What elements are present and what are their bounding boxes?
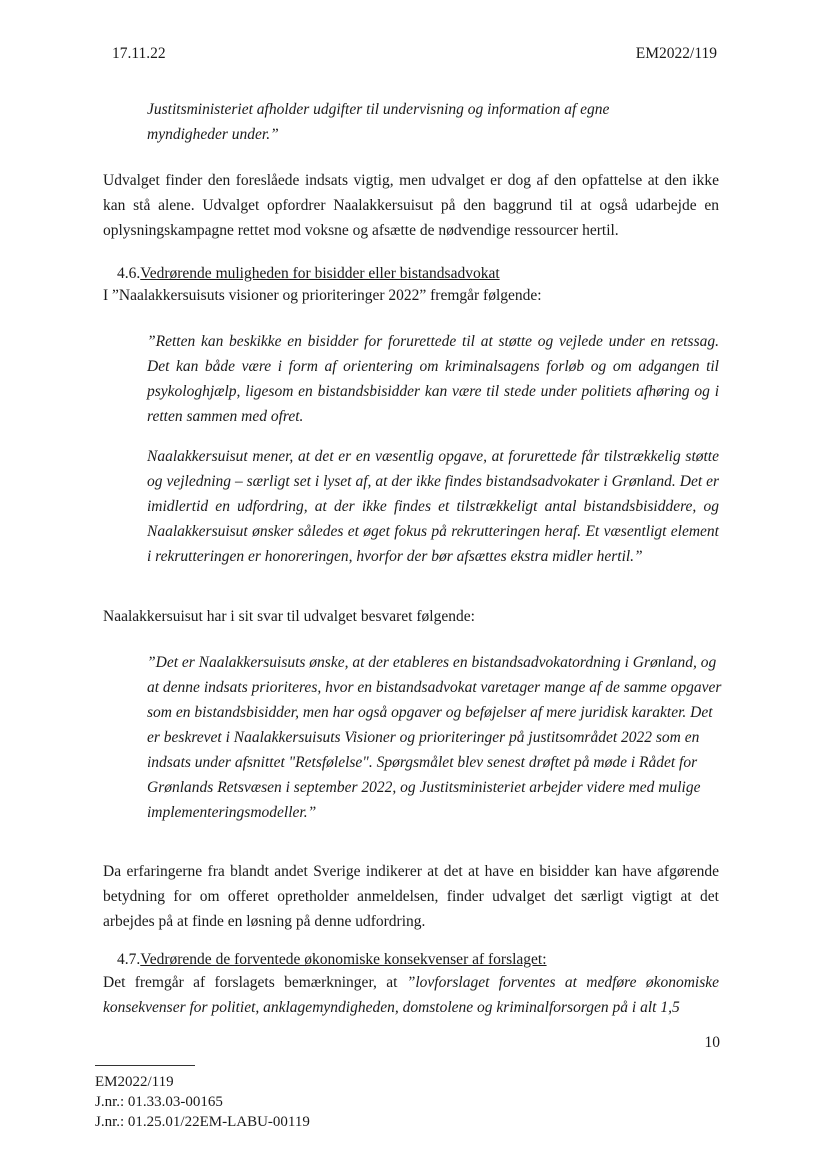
quote-retten-kan: ”Retten kan beskikke en bisidder for forurettede til at støtte og vejlede under en retssag. Det kan både være i form af orientering om kriminalsagens forløb og om adgangen til psykologhjælp, ligesom en bistandsbisidder kan være til stede under politiets afhøring og i retten sammen med ofret.: [147, 333, 719, 425]
paragraph-svar-intro: Naalakkersuisut har i sit svar til udvalget besvaret følgende:: [103, 608, 475, 625]
header-date: 17.11.22: [112, 45, 166, 62]
quote-naalakkersuisuts-onske: ”Det er Naalakkersuisuts ønske, at der etableres en bistandsadvokatordning i Grønland, og at denne indsats prioriteres, hvor en bistandsadvokat varetager mange af de samme opgaver som en bistandsbisidder, men har også opgaver og beføjelser af mere juridisk karakter. Det er beskrevet i Naalakkersuisuts Visioner og prioriteringer på justitsområdet 2022 som en indsats under afsnittet "Retsfølelse". Spørgsmålet blev senest drøftet på møde i Rådet for Grønlands Retsvæsen i september 2022, og Justitsministeriet arbejder videre med mulige implementeringsmodeller.”: [147, 654, 722, 821]
page-number: 10: [704, 1034, 720, 1051]
section-heading-4-7: [117, 947, 547, 972]
paragraph-visioner-intro: I ”Naalakkersuisuts visioner og prioriteringer 2022” fremgår følgende:: [103, 287, 542, 304]
footer-doc-ref: EM2022/119: [95, 1074, 174, 1090]
section-title: Vedrørende muligheden for bisidder eller bistandsadvokat: [140, 265, 500, 282]
section-title: Vedrørende de forventede økonomiske konsekvenser af forslaget:: [140, 951, 547, 968]
section-number: 4.7.: [117, 951, 141, 968]
paragraph-quoted-text: ”lovforslaget forventes at medføre økonomiske konsekvenser for politiet, anklagemyndigheden, domstolene og kriminalforsorgen på i alt 1,5: [103, 974, 719, 1016]
paragraph-udvalget-finder: Udvalget finder den foreslåede indsats vigtig, men udvalget er dog af den opfattelse at den ikke kan stå alene. Udvalget opfordrer Naalakkersuisut på den baggrund til at også udarbejde en oplysningskampagne rettet mod voksne og afsætte de nødvendige ressourcer hertil.: [103, 172, 719, 239]
paragraph-bemaerkninger: [103, 970, 719, 1020]
footer-journal-number-2: J.nr.: 01.25.01/22EM-LABU-00119: [95, 1114, 310, 1130]
section-number: 4.6.: [117, 265, 141, 282]
header-doc-ref: EM2022/119: [635, 45, 717, 62]
paragraph-erfaringerne: Da erfaringerne fra blandt andet Sverige indikerer at det at have en bisidder kan have afgørende betydning for om offeret opretholder anmeldelsen, finder udvalget det særligt vigtigt at det arbejdes på at finde en løsning på denne udfordring.: [103, 863, 719, 930]
paragraph-lead-text: Det fremgår af forslagets bemærkninger, at: [103, 974, 407, 991]
footer-divider: [95, 1065, 195, 1066]
footer-journal-number-1: J.nr.: 01.33.03-00165: [95, 1094, 223, 1110]
quote-naalakkersuisut-mener: Naalakkersuisut mener, at det er en væsentlig opgave, at forurettede får tilstrækkelig støtte og vejledning – særligt set i lyset af, at der ikke findes bistandsadvokater i Grønland. Det er imidlertid en udfordring, at der ikke findes et tilstrækkeligt antal bistandsbisiddere, og Naalakkersuisut ønsker således et øget fokus på rekrutteringen heraf. Et væsentligt element i rekrutteringen er honoreringen, hvorfor der bør afsættes ekstra midler hertil.”: [147, 448, 719, 565]
quote-justitsministeriet: Justitsministeriet afholder udgifter til undervisning og information af egne myndigheder under.”: [147, 101, 610, 143]
